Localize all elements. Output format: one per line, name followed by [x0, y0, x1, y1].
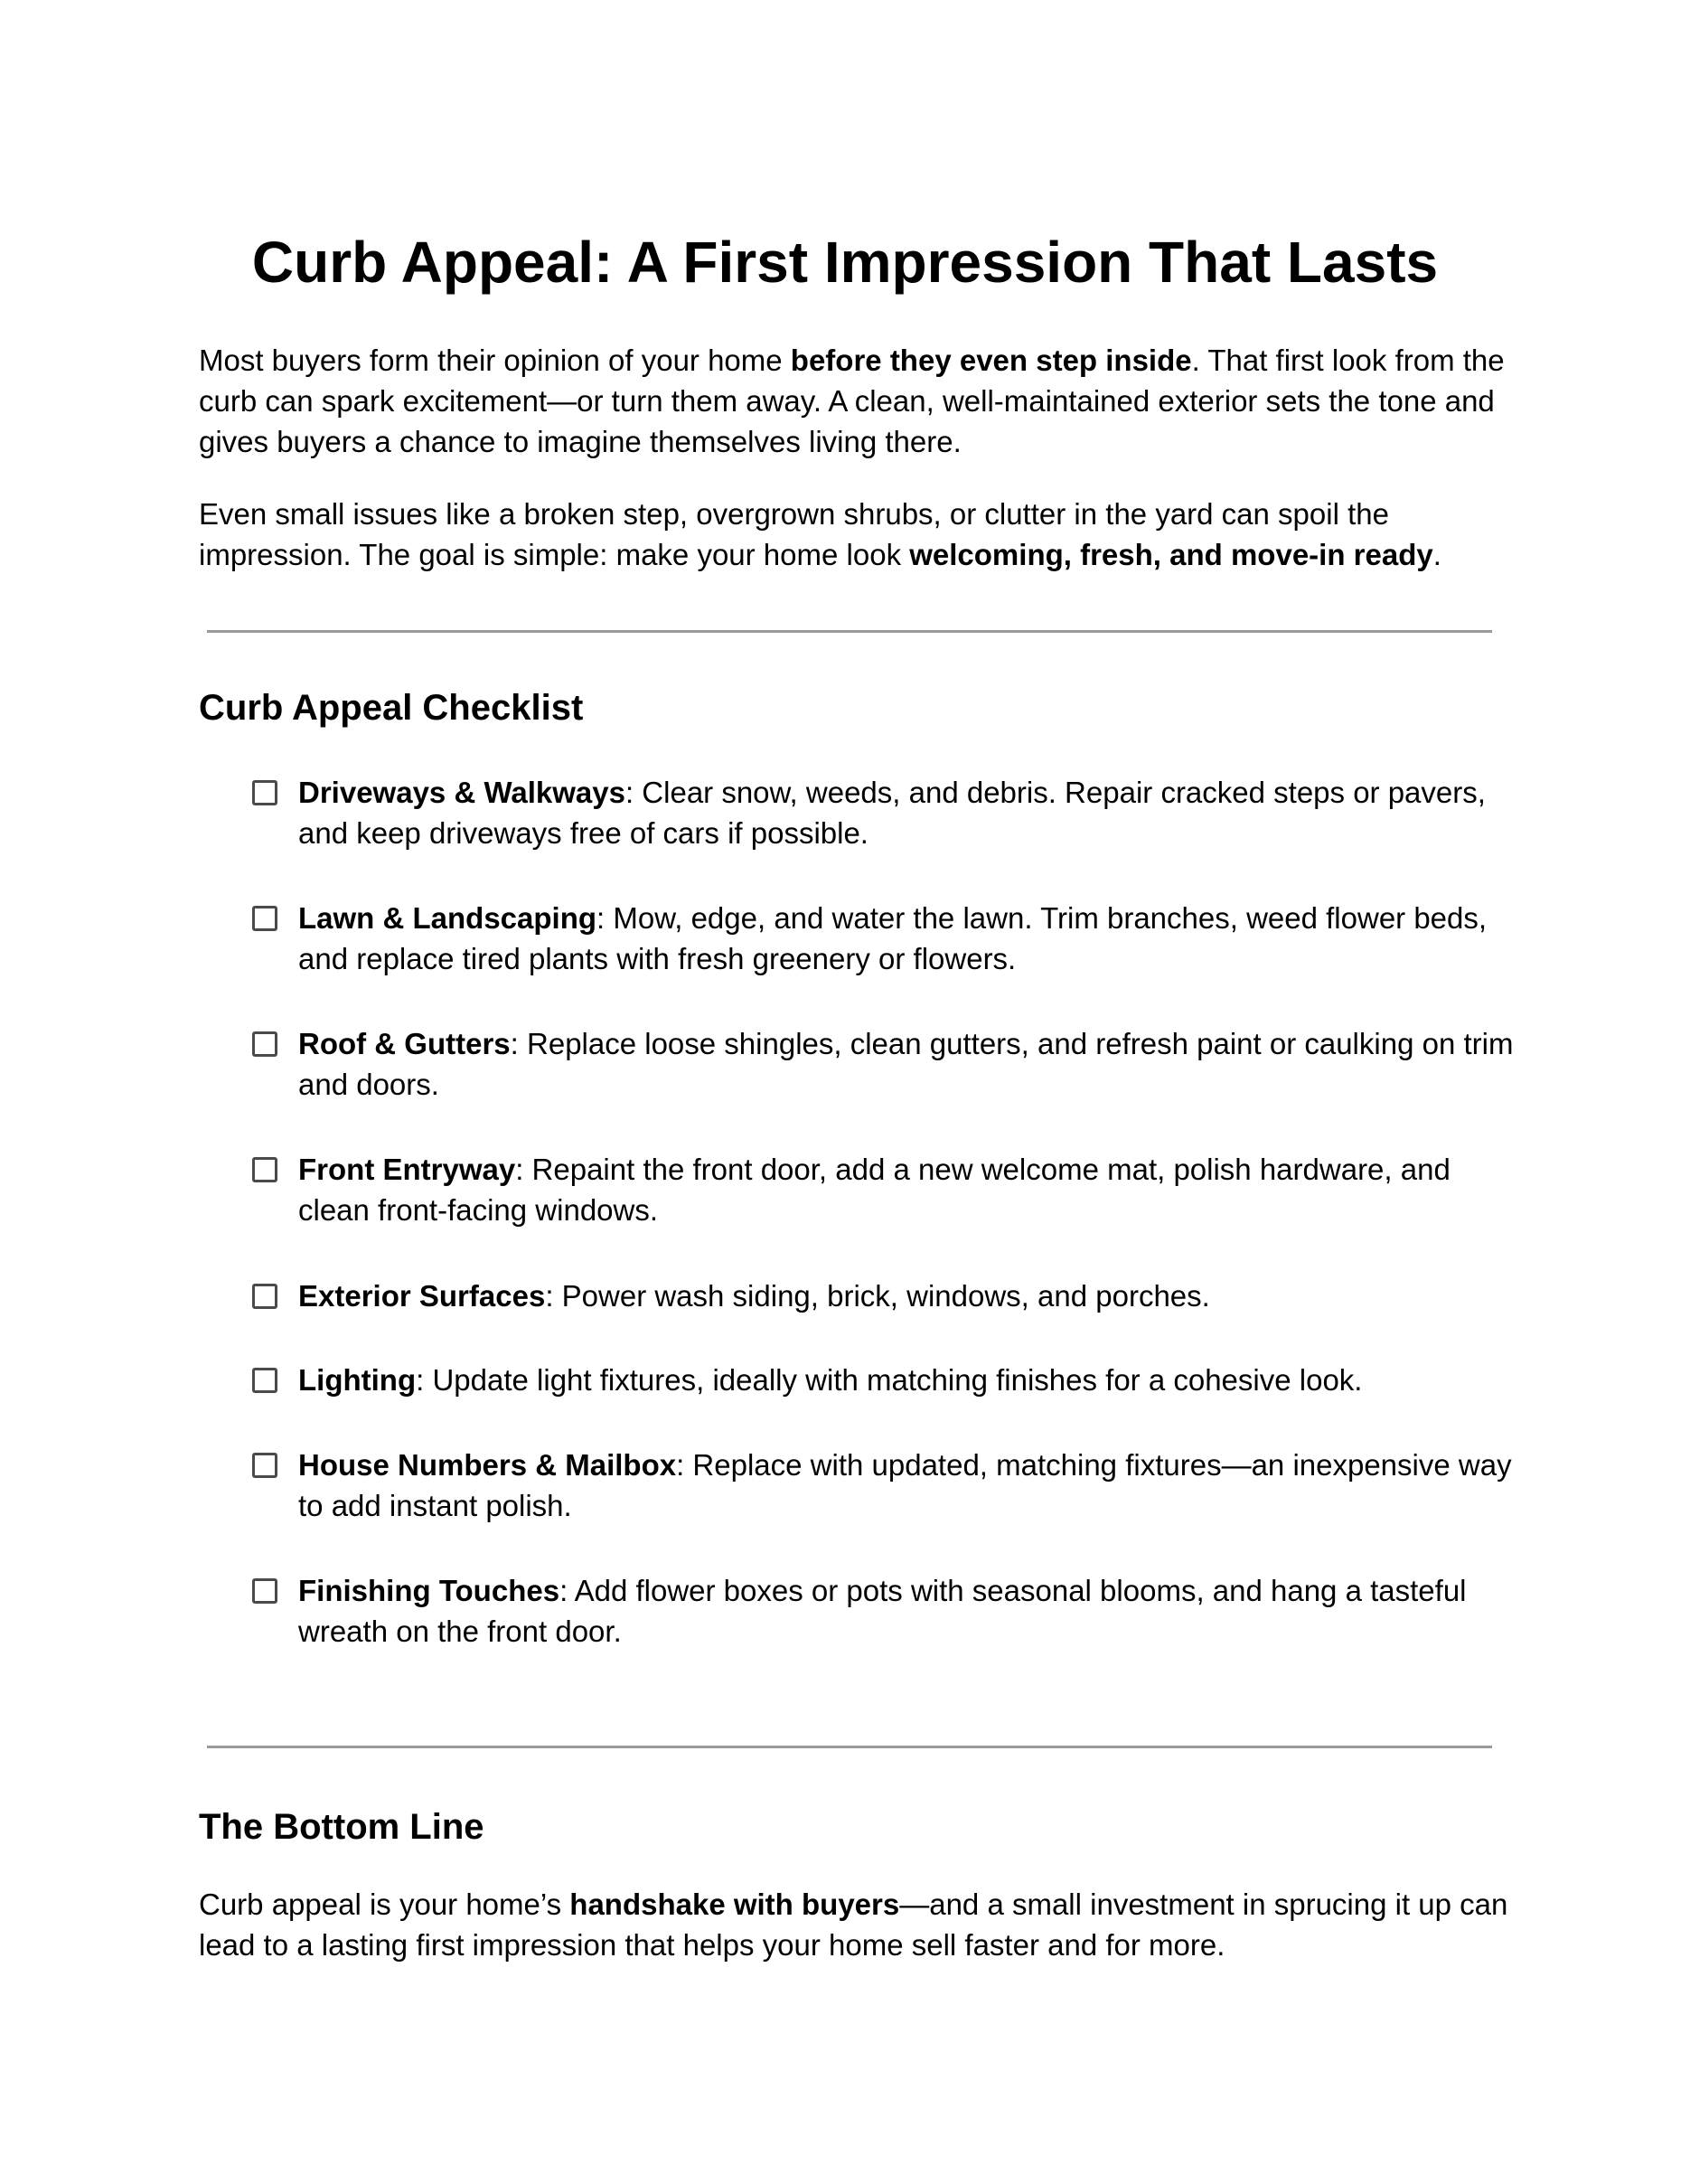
section-divider [207, 630, 1492, 633]
intro-paragraph-2 [199, 494, 1509, 575]
intro-p1-emphasis: before they even step inside [790, 344, 1192, 377]
checkbox[interactable] [252, 780, 277, 805]
checklist-item-text [298, 898, 1518, 979]
checklist-item-text [298, 1360, 1518, 1400]
page-title: Curb Appeal: A First Impression That Lasts [251, 230, 1439, 295]
checkbox[interactable] [252, 1453, 277, 1478]
checklist-item-text [298, 1023, 1518, 1105]
checkbox[interactable] [252, 1368, 277, 1393]
intro-p1-text-start: Most buyers form their opinion of your home [199, 344, 791, 377]
checklist-item-description: : Replace loose shingles, clean gutters, and refresh paint or caulking on trim and doors. [298, 1027, 1514, 1101]
checkbox[interactable] [252, 1284, 277, 1309]
checkbox[interactable] [252, 1157, 277, 1182]
checklist-item-label: Front Entryway [298, 1153, 516, 1186]
checklist-item-label: Lighting [298, 1363, 417, 1397]
bottom-line-text-start: Curb appeal is your home’s [199, 1887, 570, 1921]
bottom-line-heading: The Bottom Line [199, 1807, 484, 1847]
checklist-item-label: Roof & Gutters [298, 1027, 511, 1060]
checklist-item-label: Driveways & Walkways [298, 776, 625, 809]
checklist-item-text [298, 1445, 1518, 1526]
checklist-item-description: : Add flower boxes or pots with seasonal blooms, and hang a tasteful wreath on the front door. [298, 1574, 1467, 1648]
checklist-item-description: : Power wash siding, brick, windows, and porches. [545, 1279, 1210, 1313]
checklist-item-text [298, 1276, 1518, 1316]
checkbox[interactable] [252, 906, 277, 931]
intro-p2-text-end: . [1432, 538, 1441, 571]
checklist-item-description: : Replace with updated, matching fixtures—an inexpensive way to add instant polish. [298, 1448, 1512, 1522]
checklist-item-description: : Clear snow, weeds, and debris. Repair cracked steps or pavers, and keep driveways free of cars if possible. [298, 776, 1486, 850]
checklist-item-description: : Mow, edge, and water the lawn. Trim branches, weed flower beds, and replace tired plants with fresh greenery or flowers. [298, 901, 1488, 975]
checklist-item-description: : Repaint the front door, add a new welcome mat, polish hardware, and clean front-facing windows. [298, 1153, 1451, 1227]
intro-paragraph-1 [199, 340, 1509, 462]
checklist-item-text [298, 1149, 1518, 1230]
bottom-line-paragraph [199, 1884, 1509, 1965]
intro-p1-text-end: . That first look from the curb can spark excitement—or turn them away. A clean, well-maintained exterior sets the tone and gives buyers a chance to imagine themselves living there. [199, 344, 1505, 458]
checklist-item-label: Exterior Surfaces [298, 1279, 546, 1313]
checklist-item-label: Lawn & Landscaping [298, 901, 597, 935]
intro-p2-emphasis: welcoming, fresh, and move-in ready [909, 538, 1433, 571]
checkbox[interactable] [252, 1031, 277, 1057]
checkbox[interactable] [252, 1578, 277, 1604]
checklist-item-text [298, 1570, 1518, 1652]
section-divider [207, 1746, 1492, 1748]
bottom-line-emphasis: handshake with buyers [569, 1887, 900, 1921]
intro-p2-text-start: Even small issues like a broken step, overgrown shrubs, or clutter in the yard can spoil the impression. The goal is simple: make your home look [199, 497, 1389, 571]
checklist-heading: Curb Appeal Checklist [199, 688, 584, 728]
checklist-item-label: Finishing Touches [298, 1574, 560, 1607]
bottom-line-text-end: —and a small investment in sprucing it up can lead to a lasting first impression that helps your home sell faster and for more. [199, 1887, 1508, 1962]
checklist-item-label: House Numbers & Mailbox [298, 1448, 677, 1482]
checklist-item-description: : Update light fixtures, ideally with matching finishes for a cohesive look. [416, 1363, 1363, 1397]
checklist-item-text [298, 772, 1518, 853]
